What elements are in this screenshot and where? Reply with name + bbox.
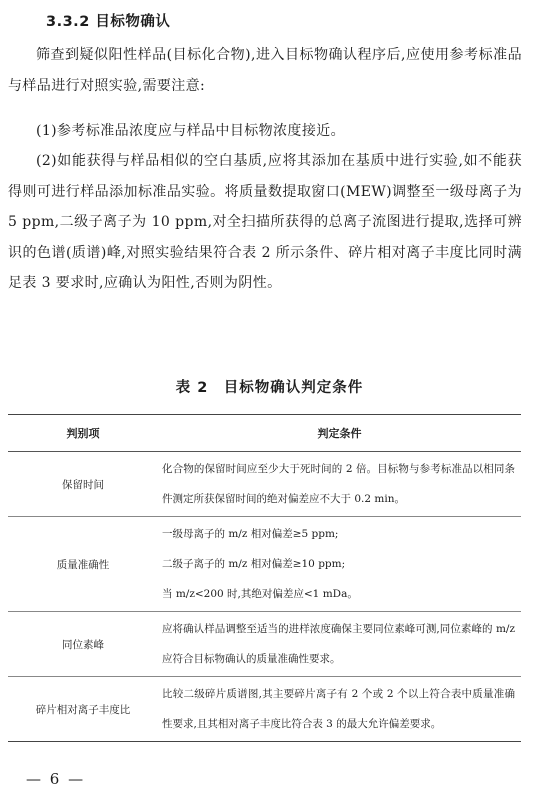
row-item-label: 同位素峰 [8,612,158,677]
condition-text: 当 m/z<200 时,其绝对偏差应<1 mDa。 [162,588,358,600]
condition-text: 化合物的保留时间应至少大于死时间的 2 倍。目标物与参考标准品以相同条件测定所获保留时间的绝对偏差应不大于 0.2 min。 [162,463,515,505]
row-condition [158,677,521,742]
header-condition: 判定条件 [158,415,521,452]
row-item-label: 质量准确性 [8,517,158,612]
table-row [8,517,521,612]
table-row [8,452,521,517]
table-caption: 表 2 目标物确认判定条件 [175,380,364,396]
condition-text: 二级子离子的 m/z 相对偏差≥10 ppm; [162,558,346,570]
paragraph-item-1: (1)参考标准品浓度应与样品中目标物浓度接近。 [36,123,346,139]
condition-text: 应将确认样品调整至适当的进样浓度确保主要同位素峰可测,同位素峰的 m/z 应符合目标物确认的质量准确性要求。 [162,623,515,665]
row-item-label: 碎片相对离子丰度比 [8,677,158,742]
criteria-table [8,414,521,742]
row-item-label: 保留时间 [8,452,158,517]
table-row [8,612,521,677]
row-condition [158,452,521,517]
page-number: — 6 — [26,770,86,788]
row-condition [158,612,521,677]
header-item: 判别项 [8,415,158,452]
table-header-row [8,415,521,452]
row-condition [158,517,521,612]
paragraph-item-2: (2)如能获得与样品相似的空白基质,应将其添加在基质中进行实验,如不能获得则可进行样品添加标准品实验。将质量数提取窗口(MEW)调整至一级母离子为 5 ppm,二级子离子为 10 ppm,对全扫描所获得的总离子流图进行提取,选择可辨识的色谱(质谱)峰,对照实验结果符合表 2 所示条件、碎片相对离子丰度比同时满足表 3 要求时,应确认为阳性,否则为阴性。 [8,153,522,291]
section-heading: 3.3.2 目标物确认 [46,14,171,30]
table-row [8,677,521,742]
condition-text: 比较二级碎片质谱图,其主要碎片离子有 2 个或 2 个以上符合表中质量准确性要求,且其相对离子丰度比符合表 3 的最大允许偏差要求。 [162,688,515,730]
paragraph-intro: 筛查到疑似阳性样品(目标化合物),进入目标物确认程序后,应使用参考标准品与样品进行对照实验,需要注意: [8,47,522,94]
condition-text: 一级母离子的 m/z 相对偏差≥5 ppm; [162,528,339,540]
